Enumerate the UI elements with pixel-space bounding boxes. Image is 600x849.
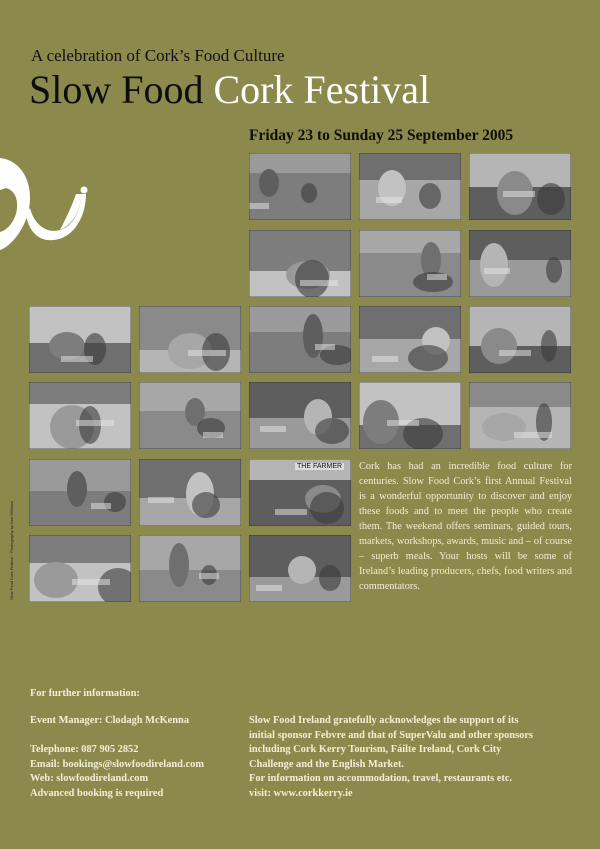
market-photo — [249, 459, 351, 526]
sponsor-line: For information on accommodation, travel, restaurants etc. — [249, 773, 513, 784]
market-photo — [29, 535, 131, 602]
market-photo — [249, 230, 351, 297]
market-photo — [249, 153, 351, 220]
market-photo — [139, 382, 241, 449]
further-info-heading: For further information: — [30, 688, 140, 699]
festival-dates: Friday 23 to Sunday 25 September 2005 — [249, 127, 514, 144]
title-slow-food: Slow Food — [29, 67, 204, 112]
market-photo — [139, 535, 241, 602]
sponsor-line: Challenge and the English Market. — [249, 758, 405, 770]
contact-line — [30, 729, 204, 744]
contact-line: Email: bookings@slowfoodireland.com — [30, 758, 205, 770]
title-cork-festival: Cork Festival — [213, 67, 431, 112]
sponsor-line: Slow Food Ireland gratefully acknowledges the support of its — [249, 715, 519, 726]
market-photo — [29, 382, 131, 449]
market-sign-text: THE FARMER — [297, 463, 343, 470]
market-photo — [249, 535, 351, 602]
sponsor-acknowledgement — [249, 714, 533, 801]
market-photo — [359, 306, 461, 373]
market-photo — [469, 382, 571, 449]
photo-credit: Slow Food Cork Festival · Photography by Ken Williams — [9, 500, 14, 600]
contact-line: Advanced booking is required — [30, 787, 164, 799]
sponsor-line: including Cork Kerry Tourism, Fáilte Ireland, Cork City — [249, 744, 502, 755]
market-photo — [139, 306, 241, 373]
contact-line: Telephone: 087 905 2852 — [30, 744, 139, 755]
market-photo — [249, 306, 351, 373]
subtitle: A celebration of Cork’s Food Culture — [31, 46, 285, 65]
market-photo — [359, 230, 461, 297]
snail-logo-icon — [0, 150, 90, 265]
market-photo — [359, 382, 461, 449]
page-title — [29, 68, 430, 112]
contact-line: Event Manager: Clodagh McKenna — [30, 715, 190, 726]
market-photo — [469, 306, 571, 373]
market-photo — [469, 153, 571, 220]
market-photo — [29, 459, 131, 526]
sponsor-line: visit: www.corkkerry.ie — [249, 787, 353, 799]
market-photo — [249, 382, 351, 449]
festival-description: Cork has had an incredible food culture for centuries. Slow Food Cork’s first Annual Festival is a wonderful opportunity to discover and enjoy these foods and to meet the people who create them. The weekend offers seminars, guided tours, markets, workshops, awards, music and – of course – superb meals. Your hosts will be some of Ireland’s leading producers, chefs, food writers and commentators. — [359, 461, 572, 592]
market-photo — [29, 306, 131, 373]
sponsor-line: initial sponsor Febvre and that of SuperValu and other sponsors — [249, 729, 533, 741]
market-photo — [139, 459, 241, 526]
contact-line: Web: slowfoodireland.com — [30, 773, 149, 784]
market-photo — [469, 230, 571, 297]
contact-details — [30, 714, 204, 801]
market-photo — [359, 153, 461, 220]
